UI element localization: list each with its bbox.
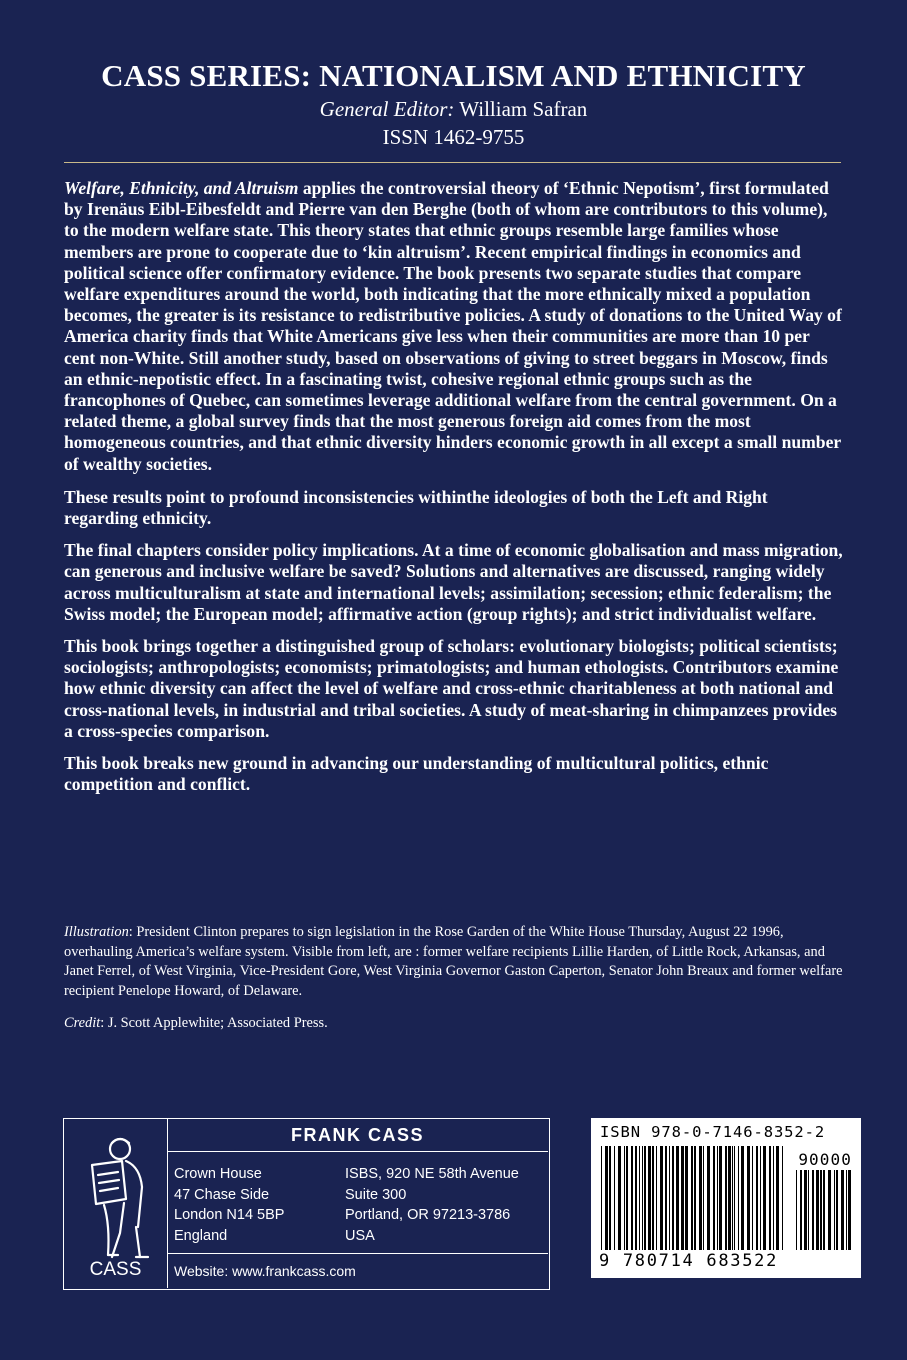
series-header bbox=[0, 58, 907, 150]
barcode-bar bbox=[694, 1146, 696, 1250]
website-row bbox=[167, 1253, 548, 1289]
barcode-bar bbox=[691, 1146, 693, 1250]
barcode-bar bbox=[776, 1146, 779, 1250]
barcode-bar bbox=[614, 1146, 615, 1250]
barcode-bar bbox=[796, 1170, 797, 1250]
barcode-bar bbox=[734, 1146, 735, 1250]
barcode-bar bbox=[609, 1146, 611, 1250]
barcode-bar bbox=[631, 1146, 633, 1250]
barcode-bar bbox=[605, 1146, 608, 1250]
isbn-text: ISBN 978-0-7146-8352-2 bbox=[600, 1123, 826, 1141]
barcode-bar bbox=[816, 1170, 819, 1250]
barcode-bar bbox=[660, 1146, 663, 1250]
blurb-paragraph-1-text: applies the controversial theory of ‘Ethnic Nepotism’, first formulated by Irenäus Eibl-Eibesfeldt and Pierre van den Berghe (both of whom are contributors to this volume), to the modern welfare state. This theory states that ethnic groups resemble large families whose members are prone to cooperate due to ‘kin altruism’. Recent empirical findings in economics and political science offer confirmatory evidence. The book presents two separate studies that compare welfare expenditures around the world, both indicating that the more ethnically mixed a population becomes, the greater is its resistance to redistributive policies. A study of donations to the United Way of America charity finds that White Americans give less when their communities are more than 10 per cent non-White. Still another study, based on observations of giving to street beggars in Moscow, finds an ethnic-nepotistic effect. In a fascinating twist, cohesive regional ethnic groups such as the francophones of Quebec, can sometimes leverage additional welfare from the central government. On a related theme, a global survey finds that the most generous foreign aid comes from the most homogeneous countries, and that ethnic diversity hinders economic growth in all except a small number of wealthy societies. bbox=[64, 178, 842, 474]
illustration-label: Illustration bbox=[64, 924, 129, 940]
barcode-bar bbox=[752, 1146, 753, 1250]
illustration-caption bbox=[64, 923, 844, 1001]
blurb-paragraph-4: This book brings together a distinguished group of scholars: evolutionary biologists; political scientists; sociologists; anthropologists; economists; primatologists; and human ethologists. Contributors examine how ethnic diversity can affect the level of welfare and cross-ethnic charitableness at both national and cross-national levels, in industrial and tribal societies. A study of meat-sharing in chimpanzees provides a cross-species comparison. bbox=[64, 636, 839, 741]
barcode-bar bbox=[732, 1146, 733, 1250]
blurb-paragraph-1 bbox=[64, 178, 844, 475]
barcode-bar bbox=[836, 1170, 838, 1250]
barcode-bar bbox=[717, 1146, 718, 1250]
barcode-bar bbox=[800, 1170, 802, 1250]
us-address bbox=[345, 1164, 519, 1246]
credit-caption bbox=[64, 1014, 844, 1034]
editor-label: General Editor: bbox=[319, 97, 455, 121]
barcode-bar bbox=[769, 1146, 771, 1250]
publisher-name: FRANK CASS bbox=[167, 1119, 548, 1152]
barcode-bar bbox=[763, 1146, 766, 1250]
barcode-bar bbox=[681, 1146, 684, 1250]
barcode-bar bbox=[728, 1146, 731, 1250]
publisher-logo bbox=[64, 1119, 168, 1288]
barcode-bar bbox=[601, 1146, 602, 1250]
publisher-box bbox=[63, 1118, 550, 1290]
barcode-bar bbox=[635, 1146, 637, 1250]
barcode-bar bbox=[652, 1146, 654, 1250]
barcode-bar bbox=[685, 1146, 688, 1250]
illustration-text: : President Clinton prepares to sign legislation in the Rose Garden of the White House Thursday, August 22 1996, overhauling America’s welfare system. Visible from left, are : former welfare recipients Lillie Harden, of Little Rock, Arkansas, and Janet Ferrel, of West Virginia, Vice-President Gore, West Virginia Governor Gaston Caperton, Senator John Breaux and former welfare recipient Penelope Howard, of Delaware. bbox=[64, 924, 843, 999]
credit-text: : J. Scott Applewhite; Associated Press. bbox=[100, 1015, 328, 1032]
barcode-bar bbox=[823, 1170, 825, 1250]
barcode-bar bbox=[703, 1146, 704, 1250]
blurb-paragraph-2: These results point to profound inconsistencies withinthe ideologies of both the Left and Right regarding ethnicity. bbox=[64, 486, 768, 529]
barcode-bar bbox=[639, 1146, 640, 1250]
address-line: 47 Chase Side bbox=[174, 1186, 270, 1203]
barcode-bar bbox=[738, 1146, 739, 1250]
address-line: ISBS, 920 NE 58th Avenue bbox=[345, 1166, 519, 1182]
barcode-bar bbox=[665, 1146, 667, 1250]
barcode-bar bbox=[648, 1146, 651, 1250]
blurb-paragraph-5: This book breaks new ground in advancing our understanding of multicultural politics, ethnic competition and conflict. bbox=[64, 753, 769, 795]
barcode-box bbox=[591, 1118, 861, 1278]
barcode-bar bbox=[834, 1170, 835, 1250]
reading-figure-icon bbox=[78, 1131, 154, 1261]
barcode-bar bbox=[760, 1146, 761, 1250]
address-line: Suite 300 bbox=[345, 1186, 407, 1203]
general-editor bbox=[0, 96, 907, 122]
barcode-bar bbox=[672, 1146, 674, 1250]
series-title: CASS SERIES: NATIONALISM AND ETHNICITY bbox=[101, 58, 806, 93]
barcode-bar bbox=[828, 1170, 831, 1250]
header-rule bbox=[64, 162, 841, 163]
address-line: USA bbox=[345, 1227, 375, 1244]
barcode-bar bbox=[848, 1170, 851, 1250]
series-issn: ISSN 1462-9755 bbox=[382, 125, 525, 149]
barcode-bar bbox=[719, 1146, 722, 1250]
address-line: England bbox=[174, 1227, 228, 1244]
barcode-bar bbox=[773, 1146, 774, 1250]
address-line: Portland, OR 97213-3786 bbox=[345, 1207, 511, 1223]
barcode-bar bbox=[618, 1146, 621, 1250]
barcode-bar bbox=[846, 1170, 847, 1250]
barcode-bar bbox=[782, 1146, 783, 1250]
addon-barcode bbox=[794, 1170, 852, 1252]
barcode-bar bbox=[841, 1170, 844, 1250]
barcode-bar bbox=[699, 1146, 702, 1250]
address-line: Crown House bbox=[174, 1166, 262, 1182]
barcode-bar bbox=[812, 1170, 814, 1250]
barcode-bar bbox=[644, 1146, 646, 1250]
barcode-bar bbox=[747, 1146, 750, 1250]
barcode-bar bbox=[756, 1146, 758, 1250]
barcode-bar bbox=[656, 1146, 657, 1250]
barcode-bar bbox=[808, 1170, 809, 1250]
blurb-paragraph-3: The final chapters consider policy implications. At a time of economic globalisation and mass migration, can generous and inclusive welfare be saved? Solutions and alternatives are discussed, ranging widely across multiculturalism at state and international levels; assimilation; secession; ethnic federalism; the Swiss model; the European model; affirmative action (group rights); and strict individualist welfare. bbox=[64, 540, 843, 624]
barcode-bar bbox=[741, 1146, 744, 1250]
credit-label: Credit bbox=[64, 1015, 101, 1032]
barcode-bar bbox=[804, 1170, 807, 1250]
logo-text: CASS bbox=[89, 1259, 142, 1280]
barcode-bar bbox=[713, 1146, 715, 1250]
barcode-bar bbox=[669, 1146, 670, 1250]
ean-barcode bbox=[599, 1146, 799, 1258]
publisher-website[interactable]: Website: www.frankcass.com bbox=[174, 1263, 356, 1279]
address-line: London N14 5BP bbox=[174, 1207, 285, 1223]
price-code: 90000 bbox=[798, 1150, 852, 1169]
barcode-bar bbox=[642, 1146, 643, 1250]
blurb bbox=[64, 178, 844, 806]
barcode-bar bbox=[626, 1146, 628, 1250]
barcode-bar bbox=[624, 1146, 625, 1250]
book-title: Welfare, Ethnicity, and Altruism bbox=[64, 178, 299, 198]
barcode-bar bbox=[725, 1146, 727, 1250]
barcode-bar bbox=[820, 1170, 822, 1250]
cover-caption bbox=[64, 923, 844, 1047]
barcode-bar bbox=[676, 1146, 679, 1250]
editor-name: William Safran bbox=[454, 97, 588, 121]
uk-address bbox=[174, 1164, 284, 1246]
barcode-bar bbox=[707, 1146, 710, 1250]
barcode-digits: 9 780714 683522 bbox=[599, 1251, 779, 1271]
